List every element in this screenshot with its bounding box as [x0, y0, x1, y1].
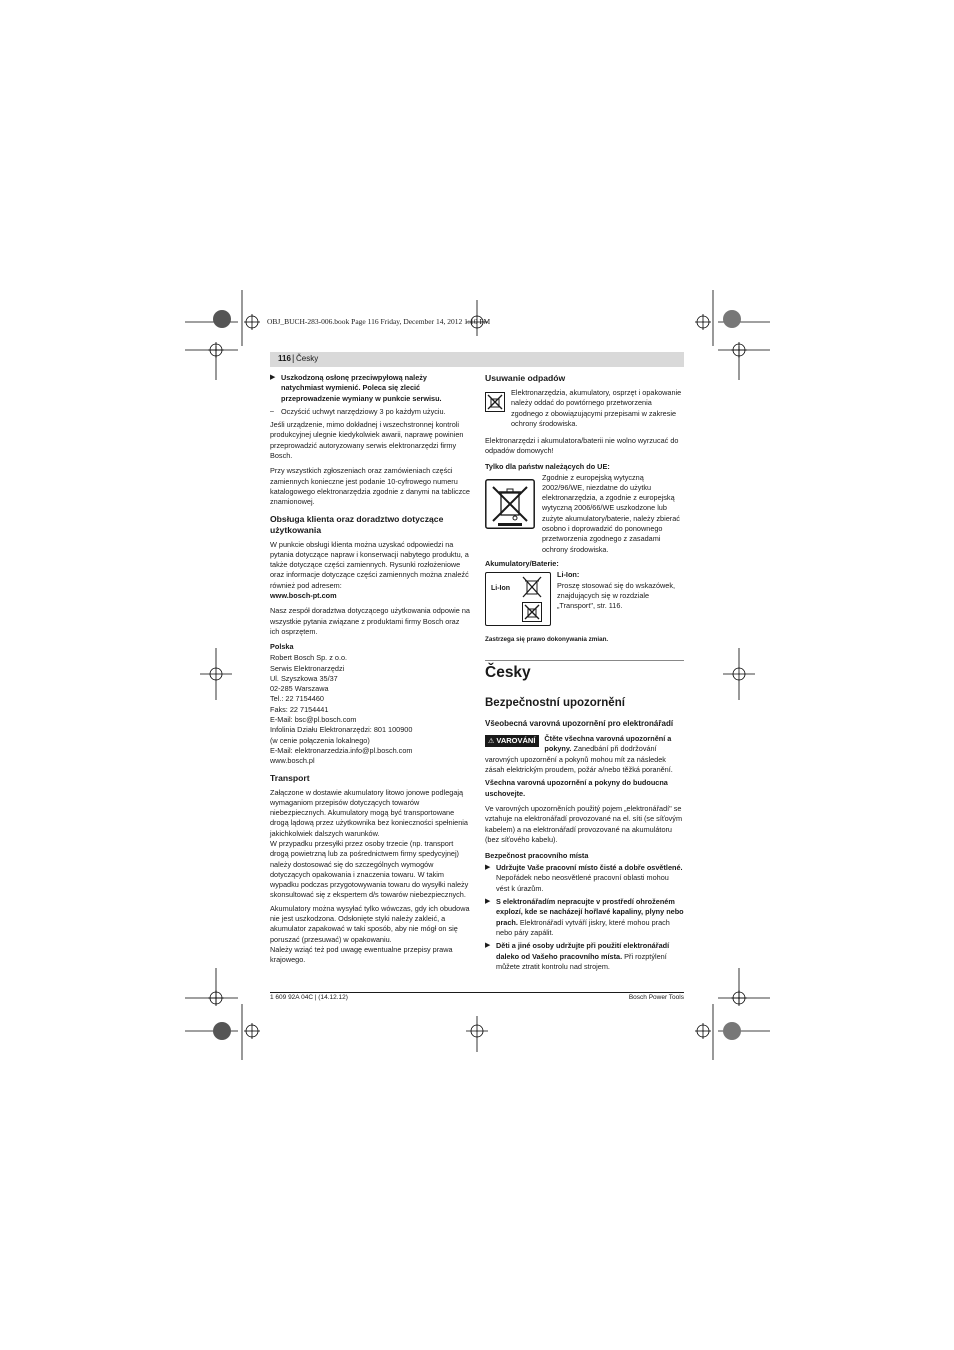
address-line: 02-285 Warszawa — [270, 684, 329, 694]
left-column — [270, 373, 470, 971]
printer-slug: OBJ_BUCH-283-006.book Page 116 Friday, December 14, 2012 1:10 PM — [267, 317, 491, 326]
address-line: Robert Bosch Sp. z o.o. — [270, 653, 348, 663]
footer-left: 1 609 92A 04C | (14.12.12) — [270, 994, 348, 1001]
disposal-paragraph: Elektronarzędzia, akumulatory, osprzęt i opakowanie należy oddać do powtórnego przetworzenia zgodnego z obowiązującymi przepisami w zakresie ochrony środowiska. — [511, 388, 682, 428]
arrow-bullet-icon: ▶ — [270, 374, 276, 381]
eu-block — [485, 473, 684, 557]
inquiry-paragraph: Przy wszystkich zgłoszeniach oraz zamówieniach części zamiennych konieczne jest podanie 10-cyfrowego numeru katalogowego elektronarzędzia zgodnie z danymi na tabliczce znamionowej. — [270, 466, 470, 507]
address-line: Faks: 22 7154441 — [270, 704, 329, 714]
service-heading: Obsługa klienta oraz doradztwo dotyczące użytkowania — [270, 513, 444, 535]
address-line: Infolinia Działu Elektronarzędzi: 801 100900 — [270, 725, 413, 735]
safety-subtitle: Bezpečnostní upozornění — [485, 697, 625, 710]
safety-item: ▶ S elektronářadím nepracujte v prostředí ohroženém explozí, kde se nacházejí hořlavé kapaliny, plyny nebo prach. Elektronářadí vytváří jiskry, které mohou prach nebo páry zapálit. — [485, 897, 684, 937]
safety-item: ▶ Udržujte Vaše pracovní místo čisté a dobře osvětlené. Nepořádek nebo neosvětlené pracovní oblasti mohou vést k úrazům. — [485, 863, 683, 893]
crossed-bin-icon — [522, 576, 542, 598]
warning-text: Zanedbání při dodržování varovných upozornění a pokynů mohou mít za následek zásah elektrickým proudem, požár a/nebo těžká poranění. — [485, 744, 673, 775]
crossed-bin-icon — [485, 479, 535, 529]
page-number: 116 — [278, 354, 291, 363]
address-line: Tel.: 22 7154460 — [270, 694, 324, 704]
warning-block — [485, 734, 684, 775]
transport-paragraph: Akumulatory można wysyłać tylko wówczas, gdy ich obudowa nie jest uszkodzona. Odsłonięte styki należy zakleić, a akumulator zapakować w taki sposób, aby nie mógł on się poruszać (przesuwać) w opakowaniu. — [270, 903, 470, 944]
clean-item: – Oczyścić uchwyt narzędziowy 3 po każdym użyciu. — [270, 406, 446, 416]
address-email[interactable]: E-Mail: bsc@pl.bosch.com — [270, 715, 357, 725]
safety-item: ▶ Děti a jiné osoby udržujte při použití elektronářadí daleko od Vašeho pracovního místa. Při rozptýlení můžete ztratit kontrolu nad strojem. — [485, 941, 670, 971]
dash-bullet-icon: – — [270, 407, 274, 415]
reserve-note: Zastrzega się prawo dokonywania zmian. — [485, 635, 609, 643]
transport-paragraph: Załączone w dostawie akumulatory litowo jonowe podlegają wymaganiom przepisów dotyczących towarów niebezpiecznych. Akumulatory mogą być transportowane drogą lądową przez użytkownika bez konieczności spełnienia jakichkolwiek dalszych warunków. — [270, 787, 468, 838]
right-column — [485, 373, 684, 975]
transport-heading: Transport — [270, 772, 310, 783]
header-separator: | — [292, 353, 295, 363]
batteries-block — [485, 570, 684, 632]
repair-paragraph: Jeśli urządzenie, mimo dokładnej i wszechstronnej kontroli produkcyjnej ulegnie kiedykolwiek awarii, naprawę powinien przeprowadzić autoryzowany serwis elektronarzędzi firmy Bosch. — [270, 420, 464, 461]
advice-paragraph: Nasz zespół doradztwa dotyczącego użytkowania odpowie na wszystkie pytania związane z produktami firmy Bosch oraz ich osprzętem. — [270, 606, 470, 636]
page-header — [270, 352, 684, 367]
warning-badge: ⚠ VAROVÁNÍ — [485, 735, 539, 747]
batteries-heading: Akumulatory/Baterie: — [485, 558, 559, 568]
transport-paragraph: Należy wziąć też pod uwagę ewentualne przepisy prawa krajowego. — [270, 944, 453, 965]
eu-paragraph: Zgodnie z europejską wytyczną 2002/96/WE, niezdatne do użytku elektronarzędzia, a zgodnie z europejską wytyczną 2006/66/WE uszkodzone lub zużyte akumulatory/baterie, należy zbierać osobno i doprowadzić do ponownego przetworzenia zgodnego z zasadami ochrony środowiska. — [542, 472, 680, 554]
eu-heading: Tylko dla państw należących do UE: — [485, 461, 610, 471]
poland-heading: Polska — [270, 642, 294, 652]
address-line: Ul. Szyszkowa 35/37 — [270, 673, 338, 683]
address-line: (w cenie połączenia lokalnego) — [270, 735, 370, 745]
address-website[interactable]: www.bosch.pl — [270, 756, 315, 766]
warning-bold: Čtěte všechna varovná upozornění a pokyny. — [544, 734, 672, 754]
address-block — [270, 653, 470, 766]
household-paragraph: Elektronarzędzi i akumulatora/baterii nie wolno wyrzucać do odpadów domowych! — [485, 436, 679, 456]
service-url[interactable]: www.bosch-pt.com — [270, 591, 337, 601]
address-line: Serwis Elektronarzędzi — [270, 663, 345, 673]
recycling-icon — [485, 392, 505, 412]
disposal-block — [485, 388, 684, 432]
service-paragraph: W punkcie obsługi klienta można uzyskać odpowiedzi na pytania dotyczące napraw i konserwacji nabytego produktu, a także dotyczące części zamiennych. Rysunki rozłożeniowe oraz informacje dotyczące części zamiennych można znaleźć również pod adresem: — [270, 539, 469, 590]
warning-triangle-icon: ⚠ — [488, 738, 495, 746]
czech-title: Česky — [485, 664, 531, 682]
footer-rule — [270, 992, 684, 993]
workplace-heading: Bezpečnost pracovního místa — [485, 851, 589, 861]
liion-recycling-box — [485, 572, 551, 626]
address-email[interactable]: E-Mail: elektronarzedzia.info@pl.bosch.com — [270, 745, 413, 755]
term-paragraph: Ve varovných upozorněních použitý pojem „elektronářadí" se vztahuje na elektronářadí provozované na el. síti (se síťovým kabelem) a na elektronářadí provozované na akumulátoru (bez síťového kabelu). — [485, 803, 683, 844]
arrow-bullet-icon: ▶ — [485, 864, 491, 872]
section-divider — [485, 660, 684, 661]
footer-right: Bosch Power Tools — [628, 994, 684, 1001]
disposal-heading: Usuwanie odpadów — [485, 373, 566, 383]
keep-instructions: Všechna varovná upozornění a pokyny do budoucna uschovejte. — [485, 778, 668, 798]
header-language: Česky — [296, 354, 319, 363]
transport-paragraph: W przypadku przesyłki przez osoby trzecie (np. transport drogą powietrzną lub za pośrednictwem firmy spedycyjnej) należy dostosować się do szczególnych wymogów dotyczących opakowania i znaczenia towaru. W takim wypadku podczas przygotowywania towaru do wysyłki należy skonsultować się z ekspertem d/s towarów niebezpiecznych. — [270, 838, 469, 900]
arrow-bullet-icon: ▶ — [485, 942, 491, 950]
general-warnings-heading: Všeobecná varovná upozornění pro elektronářadí — [485, 719, 674, 729]
liion-label: Li-Ion — [491, 584, 511, 592]
arrow-bullet-icon: ▶ — [485, 898, 491, 906]
guard-item: ▶ Uszkodzoną osłonę przeciwpyłową należy natychmiast wymienić. Poleca się zlecić przeprowadzenie wymiany w punkcie serwisu. — [270, 373, 442, 403]
recycling-icon — [522, 602, 542, 622]
liion-paragraph: Proszę stosować się do wskazówek, znajdujących się w rozdziale „Transport", str. 116. — [557, 580, 676, 611]
liion-heading: Li-Ion: — [557, 569, 580, 579]
